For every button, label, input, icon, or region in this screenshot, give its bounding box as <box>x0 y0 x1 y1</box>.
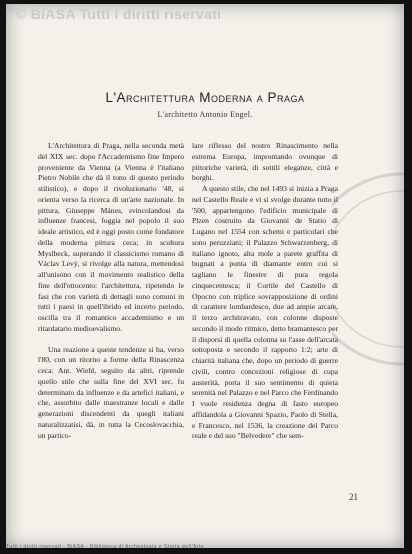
article-subtitle: L'architetto Antonio Engel. <box>157 110 253 119</box>
book-page <box>6 4 404 548</box>
text-column-right <box>192 141 338 442</box>
paragraph: lare riflesso del nostro Rinascimento nella estrema Europa, improntando ovunque di pittoriche varietà, di sottili eleganze, città e borghi. <box>192 141 338 183</box>
paragraph: Una reazione a queste tendenze si ha, verso l'80, con un ritorno a forme della Rinascenza ceca: Ant. Wiehl, seguito da altri, riprende quello stile che sulla fine del XVI sec. fu determinato da influenze e da artefici italiani, e che, assorbito dalle maestranze locali e dalle generazioni discendenti da quegli italiani naturalizzatisi, dà, in tutta la Cecoslovacchia, un partico- <box>38 344 184 440</box>
text-column-left <box>38 141 184 441</box>
paragraph: A questo stile, che nel 1493 si inizia a Praga nel Castello Reale e vi si svolge durante tutto il '500, appartengono l'edificio municipale di Plzen costruito da Giovanni de Statio di Lugano nel 1554 con schemi e particolari che sono peruzziani; il Palazzo Schwarzenberg, di italiano ignoto, alta mole a parete graffita di bugnati a punta di diamante entro cui si tagliano le finestre di pura regola cinquecentesca; il Cortile del Castello di Opocno con triplice sovrapposizione di ordini di carattere lombardesco, due ad ampie arcate, il terzo architravato, con colonne disposte secondo il modo ritmico, detto bramantesco per il disporsi di quella colonna su l'asse dell'arcata sottoposta e secondo il rapporto 1:2; arte di chiarità italiana che, dopo un periodo di guerre civili, contro concezioni religiose di cupa austerità, porta il suo sentimento di quieta serenità nel Palazzo e nel Parco che Ferdinando I vuole residenza degna di fasto europeo affidandola a Giovanni Spazio, Paolo di Stella, e Francesco, nel 1536, la creazione del Parco reale e del suo "Belvedere" che sem- <box>192 184 338 441</box>
paragraph: L'Architettura di Praga, nella seconda metà del XIX sec. dopo l'Accademismo fine Impero proveniente da Vienna (a Vienna è l'italiano Pietro Nobile che dà il tono di questo periodo stilistico), e dopo il rivoluzionario '48, si orienta verso la ricerca di un'arte nazionale. In pittura, Giuseppe Mánes, svincolandosi da influenze francesi, foggia nel popolo il suo ideale artistico, ed è oggi posto come fondatore della moderna pittura ceca; in scultura Myslbeck, superando il classicismo romano di Václav Levý, si rivolge alla natura, mettendosi all'unisono con il movimento realistico della fine dell'ottocento: l'architettura, ripetendo le fasi che con varietà di dettagli sono comuni in tutti i paesi in quell'ibrido ed incerto periodo, oscilla tra il romantico accademismo e un ritardatario medioevalismo. <box>38 141 184 333</box>
watermark-bottom: Tutti i diritti riservati - BiASA - Biblioteca di Archeologia e Storia dell'Arte <box>6 544 205 548</box>
article-title: L'Architettura Moderna a Praga <box>105 90 305 105</box>
watermark-top: © BiASA Tutti i diritti riservati <box>16 6 222 22</box>
library-seal-watermark <box>332 154 404 384</box>
page-number: 21 <box>349 492 358 502</box>
